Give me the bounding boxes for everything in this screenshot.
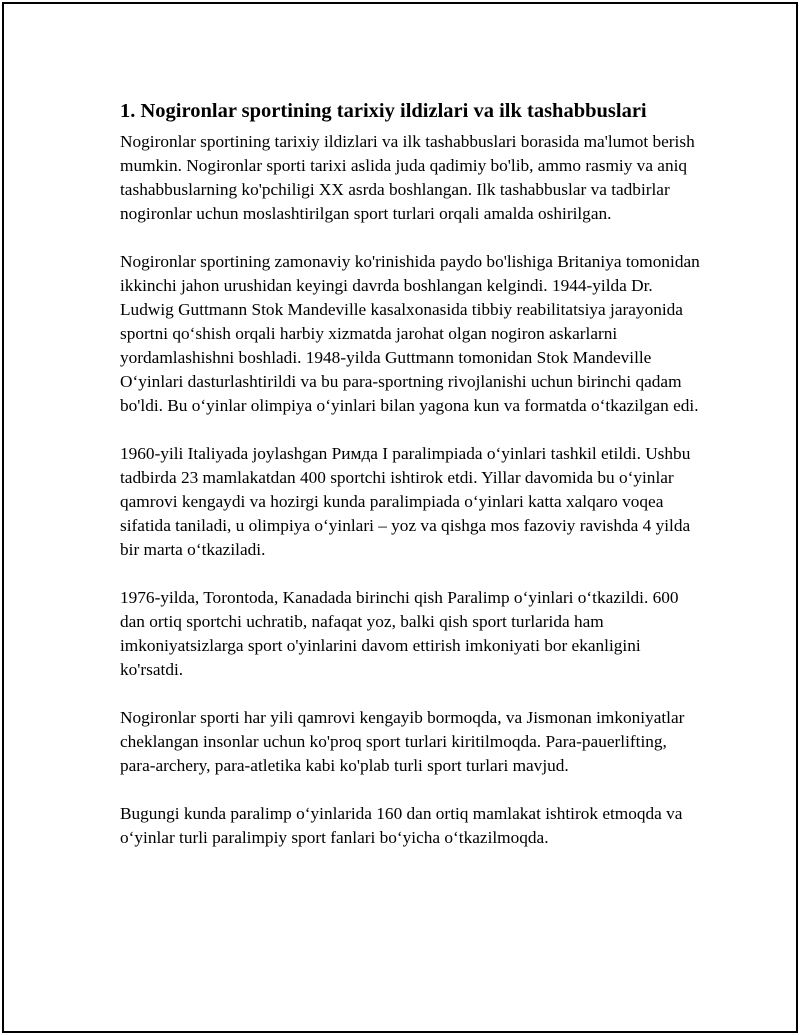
paragraph-sport-types: Nogironlar sporti har yili qamrovi kengayib bormoqda, va Jismonan imkoniyatlar cheklangan insonlar uchun ko'proq sport turlari kiritilmoqda. Para-pauerlifting, para-archery, para-atletika kabi ko'plab turli sport turlari mavjud.	[120, 708, 685, 775]
paragraph-rome-1960: 1960-yili Italiyada joylashgan Римда I paralimpiada o‘yinlari tashkil etildi. Ushbu tadbirda 23 mamlakatdan 400 sportchi ishtirok etdi. Yillar davomida bu o‘yinlar qamrovi kengaydi va hozirgi kunda paralimpiada o‘yinlari katta xalqaro voqea sifatida taniladi, u olimpiya o‘yinlari – yoz va qishga mos fazoviy ravishda 4 yilda bir marta o‘tkaziladi.	[120, 444, 691, 559]
document-body	[120, 98, 700, 850]
page-frame	[2, 2, 798, 1033]
section-heading: 1. Nogironlar sportining tarixiy ildizlari va ilk tashabbuslari	[120, 100, 647, 122]
paragraph-origins: Nogironlar sportining tarixiy ildizlari va ilk tashabbuslari borasida ma'lumot berish mumkin. Nogironlar sporti tarixi aslida juda qadimiy bo'lib, ammo rasmiy va aniq tashabbuslarning ko'pchiligi XX asrda boshlangan. Ilk tashabbuslar va tadbirlar nogironlar uchun moslashtirilgan sport turlari orqali amalda oshirilgan.	[120, 132, 695, 223]
paragraph-today: Bugungi kunda paralimp o‘yinlarida 160 dan ortiq mamlakat ishtirok etmoqda va o‘yinlar turli paralimpiy sport fanlari bo‘yicha o‘tkazilmoqda.	[120, 804, 683, 847]
paragraph-winter-1976: 1976-yilda, Torontoda, Kanadada birinchi qish Paralimp o‘yinlari o‘tkazildi. 600 dan ortiq sportchi uchratib, nafaqat yoz, balki qish sport turlarida ham imkoniyatsizlarga sport o'yinlarini davom ettirish imkoniyati bor ekanligini ko'rsatdi.	[120, 588, 679, 679]
paragraph-guttmann: Nogironlar sportining zamonaviy ko'rinishida paydo bo'lishiga Britaniya tomonidan ikkinchi jahon urushidan keyingi davrda boshlangan kelgindi. 1944-yilda Dr. Ludwig Guttmann Stok Mandeville kasalxonasida tibbiy reabilitatsiya jarayonida sportni qo‘shish orqali harbiy xizmatda jarohat olgan nogiron askarlarni yordamlashishni boshladi. 1948-yilda Guttmann tomonidan Stok Mandeville O‘yinlari dasturlashtirildi va bu para-sportning rivojlanishi uchun birinchi qadam bo'ldi. Bu o‘yinlar olimpiya o‘yinlari bilan yagona kun va formatda o‘tkazilgan edi.	[120, 252, 700, 415]
